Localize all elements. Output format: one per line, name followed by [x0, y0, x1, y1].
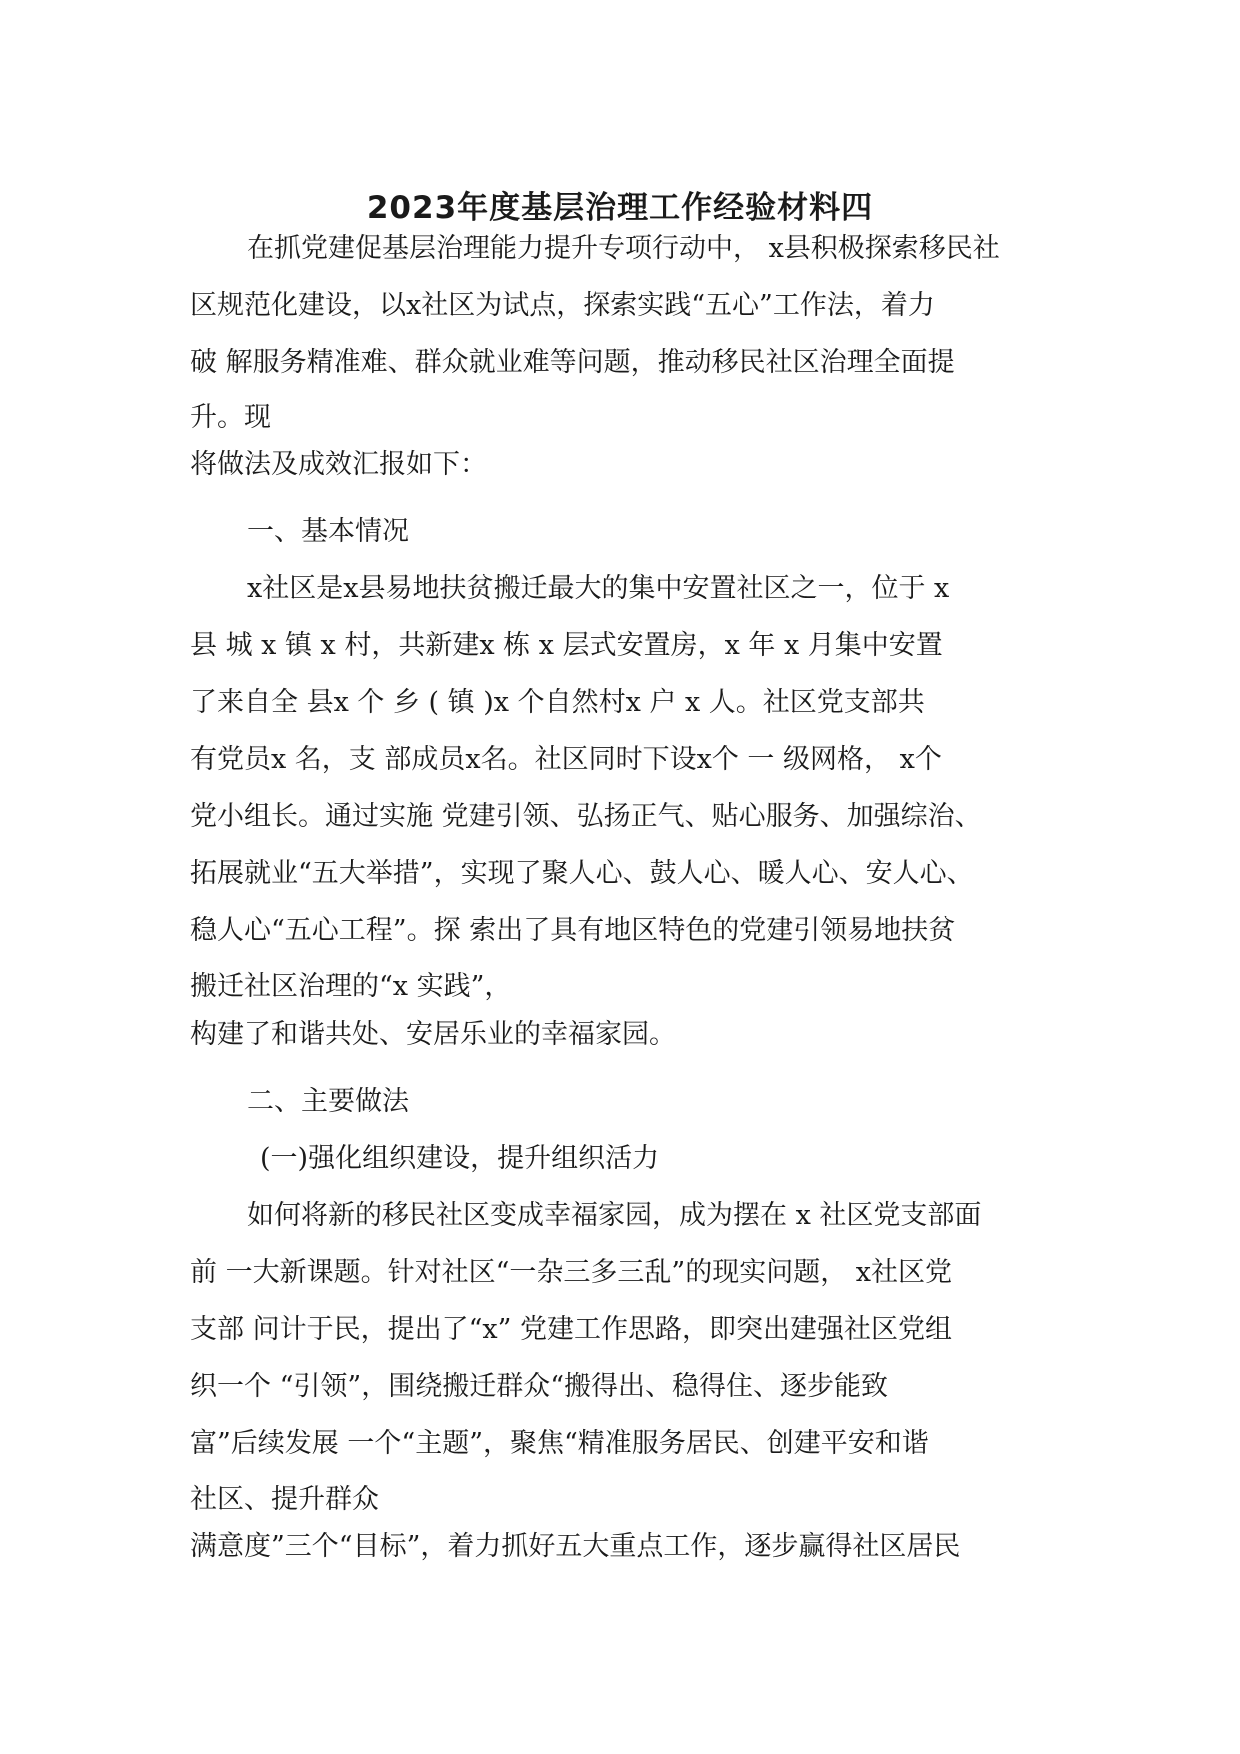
document-title: 2023年度基层治理工作经验材料四 [366, 190, 874, 226]
paragraph-line: 如何将新的移民社区变成幸福家园，成为摆在 x 社区党支部面 [247, 1200, 982, 1231]
paragraph-line: 了来自全 县x 个 乡 ( 镇 )x 个自然村x 户 x 人。社区党支部共 [190, 687, 925, 718]
paragraph-line: 织一个 “引领”，围绕搬迁群众“搬得出、稳得住、逐步能致 [190, 1371, 888, 1402]
paragraph-line: 社区、提升群众 [190, 1484, 379, 1515]
paragraph-line: 升。现 [190, 402, 271, 433]
paragraph-line: 有党员x 名，支 部成员x名。社区同时下设x个 一 级网格， x个 [190, 744, 942, 775]
paragraph-line: 支部 问计于民，提出了“x” 党建工作思路，即突出建强社区党组 [190, 1314, 952, 1345]
paragraph-line: 满意度”三个“目标”，着力抓好五大重点工作，逐步赢得社区居民 [190, 1531, 961, 1562]
paragraph-line: 构建了和谐共处、安居乐业的幸福家园。 [190, 1019, 676, 1050]
paragraph-line: 将做法及成效汇报如下： [190, 449, 487, 480]
subsection-heading: (一)强化组织建设，提升组织活力 [260, 1143, 660, 1174]
paragraph-line: 在抓党建促基层治理能力提升专项行动中， x县积极探索移民社 [247, 233, 1000, 264]
paragraph-line: 区规范化建设，以x社区为试点，探索实践“五心”工作法，着力 [190, 290, 935, 321]
paragraph-line: 党小组长。通过实施 党建引领、弘扬正气、贴心服务、加强综治、 [190, 801, 982, 832]
section-heading: 一、基本情况 [247, 516, 409, 547]
paragraph-line: 破 解服务精准难、群众就业难等问题，推动移民社区治理全面提 [190, 347, 955, 378]
paragraph-line: 富”后续发展 一个“主题”，聚焦“精准服务居民、创建平安和谐 [190, 1428, 929, 1459]
paragraph-line: 稳人心“五心工程”。探 索出了具有地区特色的党建引领易地扶贫 [190, 915, 956, 946]
section-heading: 二、主要做法 [247, 1086, 409, 1117]
paragraph-line: 县 城 x 镇 x 村，共新建x 栋 x 层式安置房，x 年 x 月集中安置 [190, 630, 943, 661]
paragraph-line: 前 一大新课题。针对社区“一杂三多三乱”的现实问题， x社区党 [190, 1257, 952, 1288]
paragraph-line: 搬迁社区治理的“x 实践”， [190, 971, 512, 1002]
paragraph-line: x社区是x县易地扶贫搬迁最大的集中安置社区之一，位于 x [247, 573, 950, 604]
paragraph-line: 拓展就业“五大举措”，实现了聚人心、鼓人心、暖人心、安人心、 [190, 858, 974, 889]
